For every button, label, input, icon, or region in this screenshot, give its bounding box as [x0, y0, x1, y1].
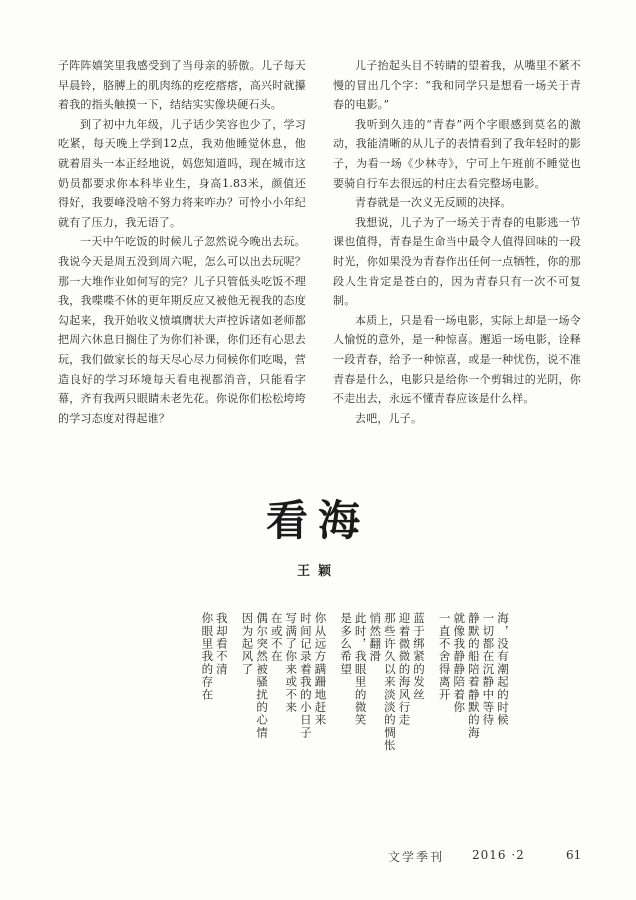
paragraph: 本质上，只是看一场电影，实际上却是一场令人愉悦的意外，是一种惊喜。邂逅一场电影，诠释一段青春，给予一种惊喜，或是一种忧伤，说不准青春是什么，电影只是给你一个剪辑过的光阴，你不走出去，永远不懂青春应该是什么样。 — [333, 313, 581, 406]
left-text-column — [58, 56, 306, 428]
poem-line: 因为起风了 — [240, 612, 255, 676]
stanza-gap — [229, 612, 240, 812]
poem-line: 你眼里我的存在 — [200, 612, 215, 701]
poem-line: 海，没有潮起的时候 — [496, 612, 510, 727]
poem-line: 我却看不清 — [214, 612, 229, 676]
poem-body — [200, 612, 510, 812]
stanza-gap — [426, 612, 437, 812]
poem-line: 迎着微微的海风行走 — [397, 612, 412, 727]
right-text-column — [333, 56, 581, 428]
poem-line: 此时，我眼里的微笑 — [353, 612, 368, 727]
paragraph: 我听到久违的“青春”两个字眼感到莫名的激动，我能清晰的从儿子的表情看到了我年轻时的影子，为看一场《少林寺》，宁可上午班前不睡觉也要骑自行车去很远的村庄去看完整场电影。 — [333, 117, 581, 190]
stanza-gap — [327, 612, 338, 812]
poem-line: 蓝于绑紧的发丝 — [412, 612, 427, 701]
poem-line: 你从远方蹒跚地赶来 — [313, 612, 328, 727]
poem-line: 一切都在沉静中等待 — [481, 612, 496, 727]
poem-line: 偶尔突然被骚扰的心情 — [255, 612, 270, 739]
paragraph: 一天中午吃饭的时候儿子忽然说今晚出去玩。我说今天是周五没到周六呢，怎么可以出去玩呢？那一大堆作业如何写的完？儿子只管低头吃饭不理我，我喋喋不休的更年期反应又被他无视我的态度勾起来，我开始收义愤填膺状大声控诉诸如老师都把周六休息日搁住了为你们补课，你们还有心思去玩，我们做家长的每天尽心尽力伺候你们吃喝，营造良好的学习环境每天看电视都消音，只能看字幕，齐有我两只眼睛未老先花。你说你们松松垮垮的学习态度对得起谁？ — [58, 235, 306, 425]
page-number: 61 — [566, 848, 582, 862]
poem-line: 那些许久以来淡淡的惆怅 — [382, 612, 397, 752]
paragraph: 到了初中九年级，儿子话少笑容也少了，学习吃紧，每天晚上学到12点，我劝他睡觉休息，他就着眉头一本正经地说，妈您知道吗，现在城市这奶员都要求你本科毕业生，身高1.83米，颜值还得好，我要峰没啥不努力将来咋办？可怜小小年纪就有了压力，我无语了。 — [58, 117, 306, 229]
poem-line: 静默的船陪着静默的海 — [466, 612, 481, 739]
paragraph: 子阵阵嬉笑里我感受到了当母亲的骄傲。儿子每天早晨铃，胳膊上的肌肉练的疙疙瘩瘩，高兴时就攥着我的指头触摸一下，结结实实像块硬石头。 — [58, 59, 306, 112]
poem-line: 悄然翻滑 — [368, 612, 383, 663]
poem-line: 在或不在 — [269, 612, 284, 663]
poem-line: 一直不舍得离开 — [437, 612, 452, 701]
paragraph: 儿子抬起头目不转睛的望着我，从嘴里不紧不慢的冒出几个字：“我和同学只是想看一场关于青春的电影。” — [333, 59, 581, 112]
journal-name: 文学季刊 — [388, 850, 445, 864]
poem-author: 王颖 — [296, 564, 339, 579]
poem-line: 是多么希望 — [339, 612, 354, 676]
poem-title: 看海 — [265, 496, 370, 545]
poem-line: 写满了你来或不来 — [284, 612, 299, 714]
poem-line: 时间记录着我的小日子 — [298, 612, 313, 739]
issue-label: 2016 ·2 — [472, 848, 525, 862]
paragraph: 我想说，儿子为了一场关于青春的电影逃一节课也值得，青春是生命当中最令人值得回味的一段时光，你如果没为青春作出任何一点牺牲，你的那段人生肯定是苍白的，因为青春只有一次不可复制。 — [333, 215, 581, 308]
paragraph: 青春就是一次义无反顾的决择。 — [355, 196, 512, 210]
poem-line: 就像我静静陪着你 — [452, 612, 467, 714]
paragraph: 去吧，儿子。 — [355, 411, 423, 425]
